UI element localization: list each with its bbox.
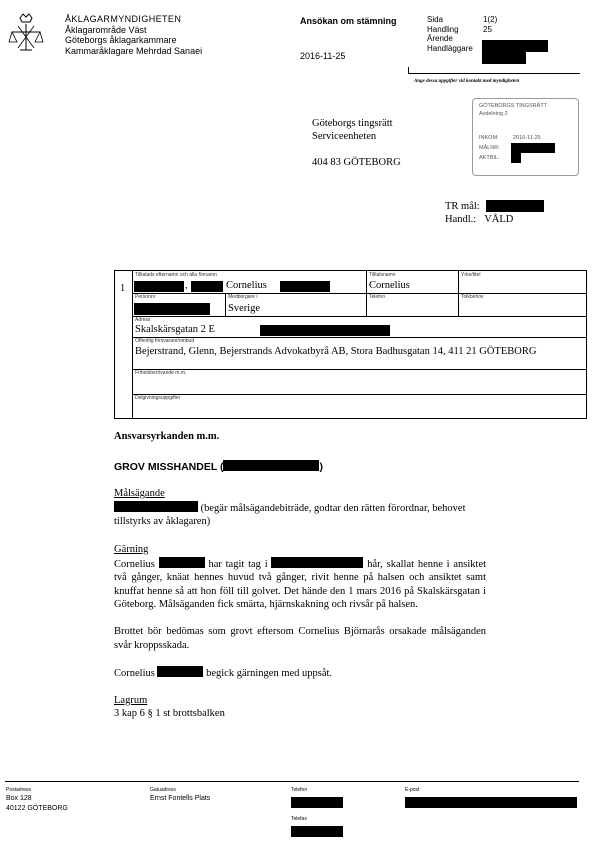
page-value: 1(2): [483, 15, 498, 24]
garning-text-3: begick gärningen med uppsåt.: [206, 667, 333, 679]
footer-post-line2: 40122 GÖTEBORG: [6, 805, 68, 812]
footer-tel-label: Telefon: [291, 787, 308, 793]
label-name: Tilltalads efternamn och alla förnamn: [135, 272, 217, 278]
page-label: Sida: [427, 15, 444, 24]
redaction-surname: [134, 281, 184, 292]
region-name: Åklagarområde Väst: [65, 24, 147, 35]
redaction-handlaggare: [482, 52, 526, 64]
redaction-footer-epost: [405, 797, 577, 808]
garning-text-1c: hår, skallat henne i ansiktet två gånger, knäat hennes huvud två gånger, rivit henne på halsen och ansiktet samt knuffat henne så att hon föll till golvet. Det hände den 1 mars 2016 på Skalskärsgatan i Göteborg. Målsäganden fick smärta, hjärnskakning och rivsår på halsen.: [114, 558, 487, 610]
redaction-aktbil: [511, 153, 521, 163]
defendant-first-name: Cornelius: [226, 280, 267, 291]
redaction-malnr: [511, 143, 555, 153]
arende-label: Ärende: [427, 34, 453, 43]
handl-label: Handl.:: [445, 214, 477, 225]
recipient-court: Göteborgs tingsrätt: [312, 118, 393, 129]
footer-gatu-label: Gatuadress: [150, 787, 176, 793]
stamp-title: GÖTEBORGS TINGSRÄTT: [479, 103, 548, 109]
garning-text-1b: har tagit tag i: [208, 558, 268, 570]
header-rule: [408, 73, 580, 74]
lagrum-text: 3 kap 6 § 1 st brottsbalken: [114, 708, 225, 719]
label-medborgare: Medborgare i: [228, 294, 258, 300]
redaction-adress: [260, 325, 390, 336]
crime-title-close: ): [319, 461, 323, 473]
lagrum-heading: Lagrum: [114, 694, 148, 706]
redaction-firstname: [191, 281, 223, 292]
stamp-inkom-value: 2016-11-25: [513, 135, 541, 141]
stamp-subtitle: Avdelning 2: [479, 111, 508, 117]
label-yrke: Yrke/titel: [461, 272, 481, 278]
tr-mal-label: TR mål:: [445, 201, 480, 212]
garning-heading: Gärning: [114, 544, 149, 555]
chamber-name: Göteborgs åklagarkammare: [65, 35, 177, 45]
handl-value: VÅLD: [484, 214, 514, 225]
footer-epost-label: E-post: [405, 787, 420, 793]
garning-paragraph-2: Brottet bör bedömas som grovt eftersom Cornelius Björnarås orsakade målsäganden svår kroppsskada.: [114, 626, 486, 651]
label-person: Personnr: [135, 294, 156, 300]
label-delgivning: Delgivningsuppgifter: [135, 395, 181, 401]
label-telefon: Telefon: [369, 294, 386, 300]
redaction-personnr: [134, 303, 210, 315]
redaction-crime: [223, 460, 319, 471]
redaction-footer-telefax: [291, 826, 343, 837]
forsvarare-value: Bejerstrand, Glenn, Bejerstrands Advokatbyrå AB, Stora Badhusgatan 14, 411 21 GÖTEBORG: [135, 346, 537, 357]
label-tolk: Tolkbehov: [461, 294, 484, 300]
label-forsvarare: Offentlig försvarare/ombud: [135, 338, 195, 344]
redaction-arende: [482, 40, 548, 52]
handling-label: Handling: [427, 24, 459, 34]
adress-value: Skalskärsgatan 2 E: [135, 324, 215, 335]
label-tilltal: Tilltalsnamn: [369, 272, 396, 278]
redaction-middlename: [280, 281, 330, 292]
contact-note: Ange dessa uppgifter vid kontakt med myndigheten: [414, 79, 520, 84]
handlaggare-label: Handläggare: [427, 43, 473, 53]
header-rule-left: [408, 67, 409, 74]
redaction-garning-3: [157, 666, 203, 677]
recipient-postal: 404 83 GÖTEBORG: [312, 157, 401, 168]
footer-telefax-label: Telefax: [291, 816, 307, 822]
malsagande-text: (begär målsägandebiträde, godtar den rätten förordnar, behovet tillstyrks av åklagaren): [114, 502, 466, 527]
footer-post-line1: Box 128: [6, 795, 32, 802]
medborgare-value: Sverige: [228, 303, 261, 314]
footer-gatu-value: Ernst Fontells Plats: [150, 795, 211, 802]
handling-value: 25: [483, 24, 492, 34]
document-date: 2016-11-25: [300, 51, 346, 61]
redaction-garning-1: [159, 557, 205, 568]
prosecutor-name: Kammaråklagare Mehrdad Sanaei: [65, 45, 203, 56]
defendant-form: [114, 270, 587, 419]
name-comma: ,: [185, 280, 188, 291]
stamp-aktbil-label: AKTBIL:: [479, 155, 500, 161]
garning-name-3: Cornelius: [114, 667, 155, 679]
redaction-garning-2: [271, 557, 363, 568]
crime-title: GROV MISSHANDEL (: [114, 461, 224, 473]
stamp-malnr-label: MÅLNR:: [479, 145, 500, 151]
section-title: Ansvarsyrkanden m.m.: [114, 431, 220, 442]
document-type: Ansökan om stämning: [300, 16, 397, 26]
malsagande-heading: Målsägande: [114, 488, 165, 499]
redaction-malsagande: [114, 501, 198, 512]
recipient-unit: Serviceenheten: [312, 131, 377, 142]
court-stamp: [472, 98, 579, 176]
row-number: 1: [120, 283, 126, 294]
footer-post-label: Postadress: [6, 787, 32, 793]
authority-name: ÅKLAGARMYNDIGHETEN: [65, 14, 182, 24]
authority-logo: [8, 12, 44, 52]
redaction-tr-mal: [486, 200, 544, 212]
redaction-footer-tel: [291, 797, 343, 808]
garning-name-1: Cornelius: [114, 558, 155, 570]
label-frihet: Frihetsberövande m.m.: [135, 370, 187, 376]
tilltal-value: Cornelius: [369, 280, 410, 291]
stamp-inkom-label: INKOM:: [479, 135, 499, 141]
label-adress: Adress: [135, 317, 151, 323]
footer-rule: [5, 781, 579, 782]
